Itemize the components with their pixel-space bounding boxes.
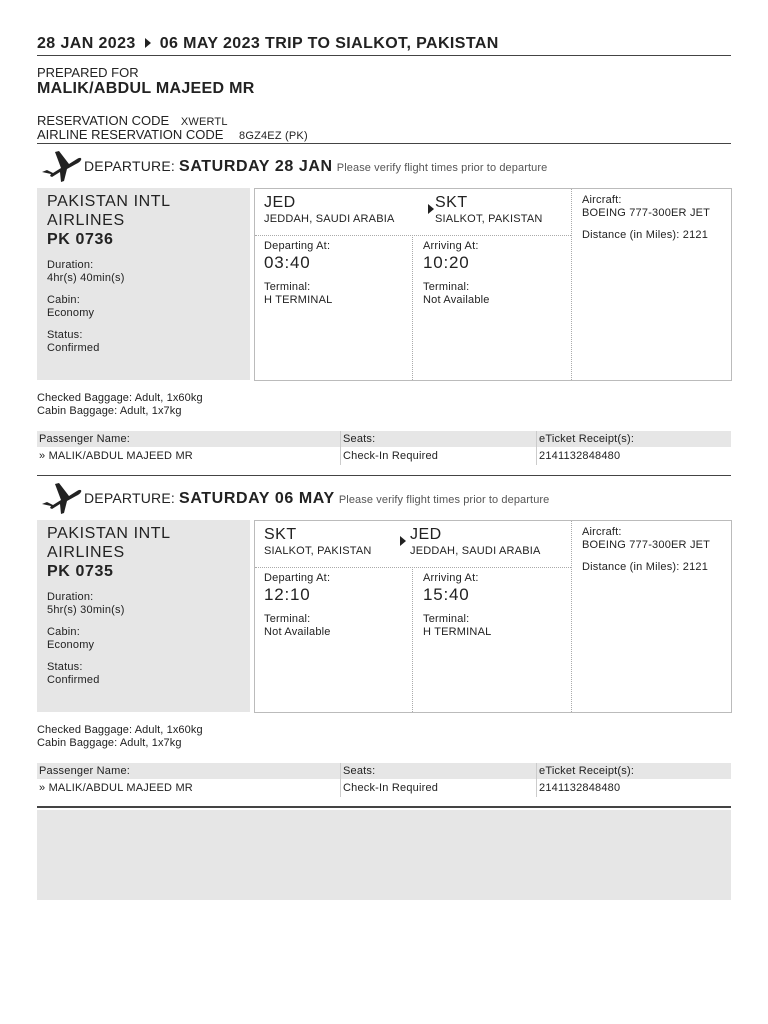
dep-terminal-label: Terminal: (264, 281, 311, 293)
divider (340, 431, 341, 465)
origin-city: SIALKOT, PAKISTAN (264, 545, 372, 557)
seats-cell: Check-In Required (343, 782, 439, 794)
status-value: Confirmed (47, 674, 100, 686)
flight-number: PK 0735 (47, 563, 114, 580)
dep-terminal-label: Terminal: (264, 613, 311, 625)
arr-terminal: H TERMINAL (423, 626, 492, 638)
cabin-label: Cabin: (47, 294, 80, 306)
triangle-right-icon (428, 204, 434, 214)
airline-name (47, 524, 171, 562)
divider (255, 235, 571, 236)
checked-baggage: Checked Baggage: Adult, 1x60kg (37, 724, 203, 736)
baggage-info (37, 392, 203, 418)
divider (412, 567, 413, 712)
status-value: Confirmed (47, 342, 100, 354)
divider (37, 55, 731, 56)
divider (571, 521, 572, 712)
departure-label: DEPARTURE: (84, 490, 175, 506)
divider (37, 143, 731, 144)
status-label: Status: (47, 329, 83, 341)
airline-name-line2: AIRLINES (47, 544, 125, 561)
departing-time: 03:40 (264, 253, 311, 272)
eticket-cell: 2141132848480 (539, 782, 621, 794)
cabin-field (47, 626, 94, 652)
divider (37, 475, 731, 476)
arr-terminal-label: Terminal: (423, 613, 470, 625)
footer-panel (37, 810, 731, 900)
arriving-time: 10:20 (423, 253, 470, 272)
aircraft-label: Aircraft: (582, 194, 622, 206)
flight-details-box (254, 188, 732, 381)
divider (536, 431, 537, 465)
duration-value: 5hr(s) 30min(s) (47, 604, 125, 616)
cabin-baggage: Cabin Baggage: Adult, 1x7kg (37, 737, 182, 749)
departure-label-row (84, 490, 549, 508)
checked-baggage: Checked Baggage: Adult, 1x60kg (37, 392, 203, 404)
origin-city: JEDDAH, SAUDI ARABIA (264, 213, 395, 225)
flight-number: PK 0736 (47, 231, 114, 248)
status-label: Status: (47, 661, 83, 673)
departure-label-row (84, 158, 547, 176)
reservation-code-row (37, 113, 228, 128)
departure-day: SATURDAY 28 JAN (179, 158, 333, 175)
duration-field (47, 591, 125, 617)
arriving-time: 15:40 (423, 585, 470, 604)
cabin-value: Economy (47, 639, 95, 651)
arriving-label: Arriving At: (423, 240, 479, 252)
passenger-name-cell: » MALIK/ABDUL MAJEED MR (39, 782, 193, 794)
status-field (47, 661, 100, 687)
seats-cell: Check-In Required (343, 450, 439, 462)
destination-city: JEDDAH, SAUDI ARABIA (410, 545, 541, 557)
verify-note: Please verify flight times prior to departure (336, 162, 548, 174)
aircraft-value: BOEING 777-300ER JET (582, 539, 711, 551)
trip-start-date: 28 JAN 2023 (37, 35, 136, 52)
departing-time: 12:10 (264, 585, 311, 604)
divider (255, 567, 571, 568)
dep-terminal: Not Available (264, 626, 331, 638)
airline-name-line2: AIRLINES (47, 212, 125, 229)
verify-note: Please verify flight times prior to departure (338, 494, 550, 506)
divider (571, 189, 572, 380)
departure-day: SATURDAY 06 MAY (179, 490, 335, 507)
seats-header: Seats: (343, 765, 376, 777)
arr-terminal-label: Terminal: (423, 281, 470, 293)
duration-field (47, 259, 125, 285)
flight-segment (37, 188, 731, 380)
departing-label: Departing At: (264, 240, 331, 252)
flight-details-box (254, 520, 732, 713)
dep-terminal: H TERMINAL (264, 294, 333, 306)
arr-terminal: Not Available (423, 294, 490, 306)
origin-code: JED (264, 194, 296, 211)
airline-panel (37, 520, 250, 712)
divider (37, 806, 731, 807)
seats-header: Seats: (343, 433, 376, 445)
airline-name-line1: PAKISTAN INTL (47, 525, 171, 542)
airline-name-line1: PAKISTAN INTL (47, 193, 171, 210)
prepared-for-label: PREPARED FOR (37, 65, 139, 80)
destination-code: JED (410, 526, 442, 543)
divider (412, 235, 413, 380)
duration-label: Duration: (47, 259, 94, 271)
passenger-name: MALIK/ABDUL MAJEED MR (37, 80, 255, 97)
reservation-code-label: RESERVATION CODE (37, 113, 170, 128)
cabin-baggage: Cabin Baggage: Adult, 1x7kg (37, 405, 182, 417)
passenger-name-cell: » MALIK/ABDUL MAJEED MR (39, 450, 193, 462)
airline-panel (37, 188, 250, 380)
trip-title (37, 35, 499, 53)
departing-label: Departing At: (264, 572, 331, 584)
airline-code: 8GZ4EZ (PK) (239, 130, 308, 142)
duration-value: 4hr(s) 40min(s) (47, 272, 125, 284)
destination-code: SKT (435, 194, 468, 211)
divider (37, 807, 731, 808)
cabin-label: Cabin: (47, 626, 80, 638)
aircraft-label: Aircraft: (582, 526, 622, 538)
reservation-code: XWERTL (180, 116, 228, 128)
origin-code: SKT (264, 526, 297, 543)
divider (536, 763, 537, 797)
aircraft-value: BOEING 777-300ER JET (582, 207, 711, 219)
passenger-name-header: Passenger Name: (39, 765, 131, 777)
arriving-label: Arriving At: (423, 572, 479, 584)
eticket-header: eTicket Receipt(s): (539, 433, 635, 445)
airline-name (47, 192, 171, 230)
departure-header (37, 146, 731, 184)
divider (340, 763, 341, 797)
cabin-value: Economy (47, 307, 95, 319)
destination-city: SIALKOT, PAKISTAN (435, 213, 543, 225)
airplane-icon (40, 148, 82, 182)
triangle-right-icon (400, 536, 406, 546)
eticket-header: eTicket Receipt(s): (539, 765, 635, 777)
passenger-name-header: Passenger Name: (39, 433, 131, 445)
airline-code-label: AIRLINE RESERVATION CODE (37, 127, 224, 142)
distance-value: Distance (in Miles): 2121 (582, 561, 709, 573)
flight-segment (37, 520, 731, 712)
trip-title-text: 06 MAY 2023 TRIP TO SIALKOT, PAKISTAN (159, 35, 499, 52)
airplane-icon (40, 480, 82, 514)
departure-header (37, 478, 731, 516)
eticket-cell: 2141132848480 (539, 450, 621, 462)
duration-label: Duration: (47, 591, 94, 603)
triangle-right-icon (145, 38, 151, 48)
distance-value: Distance (in Miles): 2121 (582, 229, 709, 241)
airline-code-row (37, 127, 308, 142)
baggage-info (37, 724, 203, 750)
departure-label: DEPARTURE: (84, 158, 175, 174)
status-field (47, 329, 100, 355)
cabin-field (47, 294, 94, 320)
